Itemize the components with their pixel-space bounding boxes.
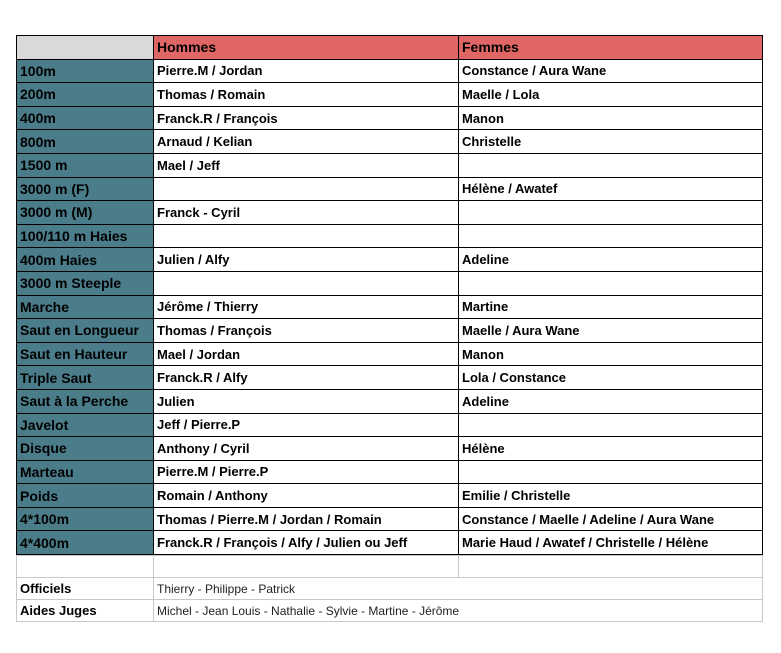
event-name-cell[interactable]: Disque — [17, 437, 154, 461]
event-name-cell[interactable]: Triple Saut — [17, 366, 154, 390]
men-athletes-cell[interactable]: Franck.R / Alfy — [154, 366, 459, 390]
event-name-cell[interactable]: 100/110 m Haies — [17, 224, 154, 248]
assignment-sheet — [16, 35, 763, 622]
event-row — [17, 201, 763, 225]
women-athletes-cell[interactable] — [459, 271, 763, 295]
event-name-cell[interactable]: 3000 m Steeple — [17, 271, 154, 295]
women-athletes-cell[interactable]: Christelle — [459, 130, 763, 154]
event-name-cell[interactable]: 3000 m (M) — [17, 201, 154, 225]
event-name-cell[interactable]: 800m — [17, 130, 154, 154]
spacer-cell[interactable] — [459, 556, 763, 578]
event-row — [17, 224, 763, 248]
event-row — [17, 295, 763, 319]
event-row — [17, 437, 763, 461]
women-athletes-cell[interactable]: Hélène — [459, 437, 763, 461]
men-athletes-cell[interactable]: Mael / Jeff — [154, 153, 459, 177]
men-athletes-cell[interactable] — [154, 177, 459, 201]
men-athletes-cell[interactable]: Pierre.M / Jordan — [154, 59, 459, 83]
event-row — [17, 177, 763, 201]
event-row — [17, 271, 763, 295]
events-table — [16, 35, 763, 555]
staff-table — [16, 555, 763, 622]
men-athletes-cell[interactable]: Jérôme / Thierry — [154, 295, 459, 319]
event-name-cell[interactable]: Marche — [17, 295, 154, 319]
staff-row — [17, 578, 763, 600]
event-row — [17, 413, 763, 437]
corner-cell[interactable] — [17, 36, 154, 60]
men-athletes-cell[interactable]: Jeff / Pierre.P — [154, 413, 459, 437]
event-row — [17, 366, 763, 390]
women-athletes-cell[interactable]: Constance / Aura Wane — [459, 59, 763, 83]
staff-row — [17, 600, 763, 622]
men-athletes-cell[interactable]: Franck - Cyril — [154, 201, 459, 225]
women-athletes-cell[interactable] — [459, 460, 763, 484]
men-athletes-cell[interactable]: Thomas / Pierre.M / Jordan / Romain — [154, 507, 459, 531]
women-athletes-cell[interactable]: Maelle / Lola — [459, 83, 763, 107]
women-athletes-cell[interactable]: Marie Haud / Awatef / Christelle / Hélène — [459, 531, 763, 555]
men-athletes-cell[interactable] — [154, 271, 459, 295]
women-athletes-cell[interactable]: Emilie / Christelle — [459, 484, 763, 508]
event-row — [17, 484, 763, 508]
event-name-cell[interactable]: Javelot — [17, 413, 154, 437]
women-athletes-cell[interactable] — [459, 224, 763, 248]
men-athletes-cell[interactable]: Julien — [154, 389, 459, 413]
women-athletes-cell[interactable] — [459, 201, 763, 225]
event-row — [17, 342, 763, 366]
event-name-cell[interactable]: 4*400m — [17, 531, 154, 555]
event-row — [17, 130, 763, 154]
women-athletes-cell[interactable]: Lola / Constance — [459, 366, 763, 390]
women-athletes-cell[interactable]: Adeline — [459, 248, 763, 272]
event-name-cell[interactable]: 4*100m — [17, 507, 154, 531]
spacer-cell[interactable] — [17, 556, 154, 578]
men-athletes-cell[interactable]: Mael / Jordan — [154, 342, 459, 366]
women-athletes-cell[interactable]: Manon — [459, 106, 763, 130]
staff-names[interactable]: Michel - Jean Louis - Nathalie - Sylvie - Martine - Jérôme — [154, 600, 763, 622]
event-row — [17, 153, 763, 177]
event-row — [17, 319, 763, 343]
event-name-cell[interactable]: Saut en Hauteur — [17, 342, 154, 366]
women-athletes-cell[interactable] — [459, 413, 763, 437]
women-athletes-cell[interactable]: Hélène / Awatef — [459, 177, 763, 201]
event-name-cell[interactable]: Saut en Longueur — [17, 319, 154, 343]
women-athletes-cell[interactable]: Martine — [459, 295, 763, 319]
men-athletes-cell[interactable] — [154, 224, 459, 248]
spacer-cell[interactable] — [154, 556, 459, 578]
event-name-cell[interactable]: Saut à la Perche — [17, 389, 154, 413]
men-athletes-cell[interactable]: Thomas / Romain — [154, 83, 459, 107]
event-row — [17, 531, 763, 555]
men-athletes-cell[interactable]: Arnaud / Kelian — [154, 130, 459, 154]
event-row — [17, 507, 763, 531]
event-name-cell[interactable]: 200m — [17, 83, 154, 107]
event-name-cell[interactable]: Marteau — [17, 460, 154, 484]
event-row — [17, 106, 763, 130]
men-athletes-cell[interactable]: Franck.R / François / Alfy / Julien ou Jeff — [154, 531, 459, 555]
women-athletes-cell[interactable]: Constance / Maelle / Adeline / Aura Wane — [459, 507, 763, 531]
event-name-cell[interactable]: 400m — [17, 106, 154, 130]
event-name-cell[interactable]: 100m — [17, 59, 154, 83]
women-athletes-cell[interactable]: Manon — [459, 342, 763, 366]
men-athletes-cell[interactable]: Romain / Anthony — [154, 484, 459, 508]
header-men[interactable]: Hommes — [154, 36, 459, 60]
spacer-row — [17, 556, 763, 578]
event-name-cell[interactable]: 3000 m (F) — [17, 177, 154, 201]
men-athletes-cell[interactable]: Franck.R / François — [154, 106, 459, 130]
header-women[interactable]: Femmes — [459, 36, 763, 60]
staff-label[interactable]: Officiels — [17, 578, 154, 600]
men-athletes-cell[interactable]: Pierre.M / Pierre.P — [154, 460, 459, 484]
event-row — [17, 248, 763, 272]
women-athletes-cell[interactable]: Adeline — [459, 389, 763, 413]
staff-label[interactable]: Aides Juges — [17, 600, 154, 622]
men-athletes-cell[interactable]: Anthony / Cyril — [154, 437, 459, 461]
event-row — [17, 59, 763, 83]
header-row — [17, 36, 763, 60]
men-athletes-cell[interactable]: Thomas / François — [154, 319, 459, 343]
event-row — [17, 460, 763, 484]
event-row — [17, 83, 763, 107]
women-athletes-cell[interactable]: Maelle / Aura Wane — [459, 319, 763, 343]
event-row — [17, 389, 763, 413]
event-name-cell[interactable]: 1500 m — [17, 153, 154, 177]
staff-names[interactable]: Thierry - Philippe - Patrick — [154, 578, 763, 600]
event-name-cell[interactable]: Poids — [17, 484, 154, 508]
men-athletes-cell[interactable]: Julien / Alfy — [154, 248, 459, 272]
event-name-cell[interactable]: 400m Haies — [17, 248, 154, 272]
women-athletes-cell[interactable] — [459, 153, 763, 177]
